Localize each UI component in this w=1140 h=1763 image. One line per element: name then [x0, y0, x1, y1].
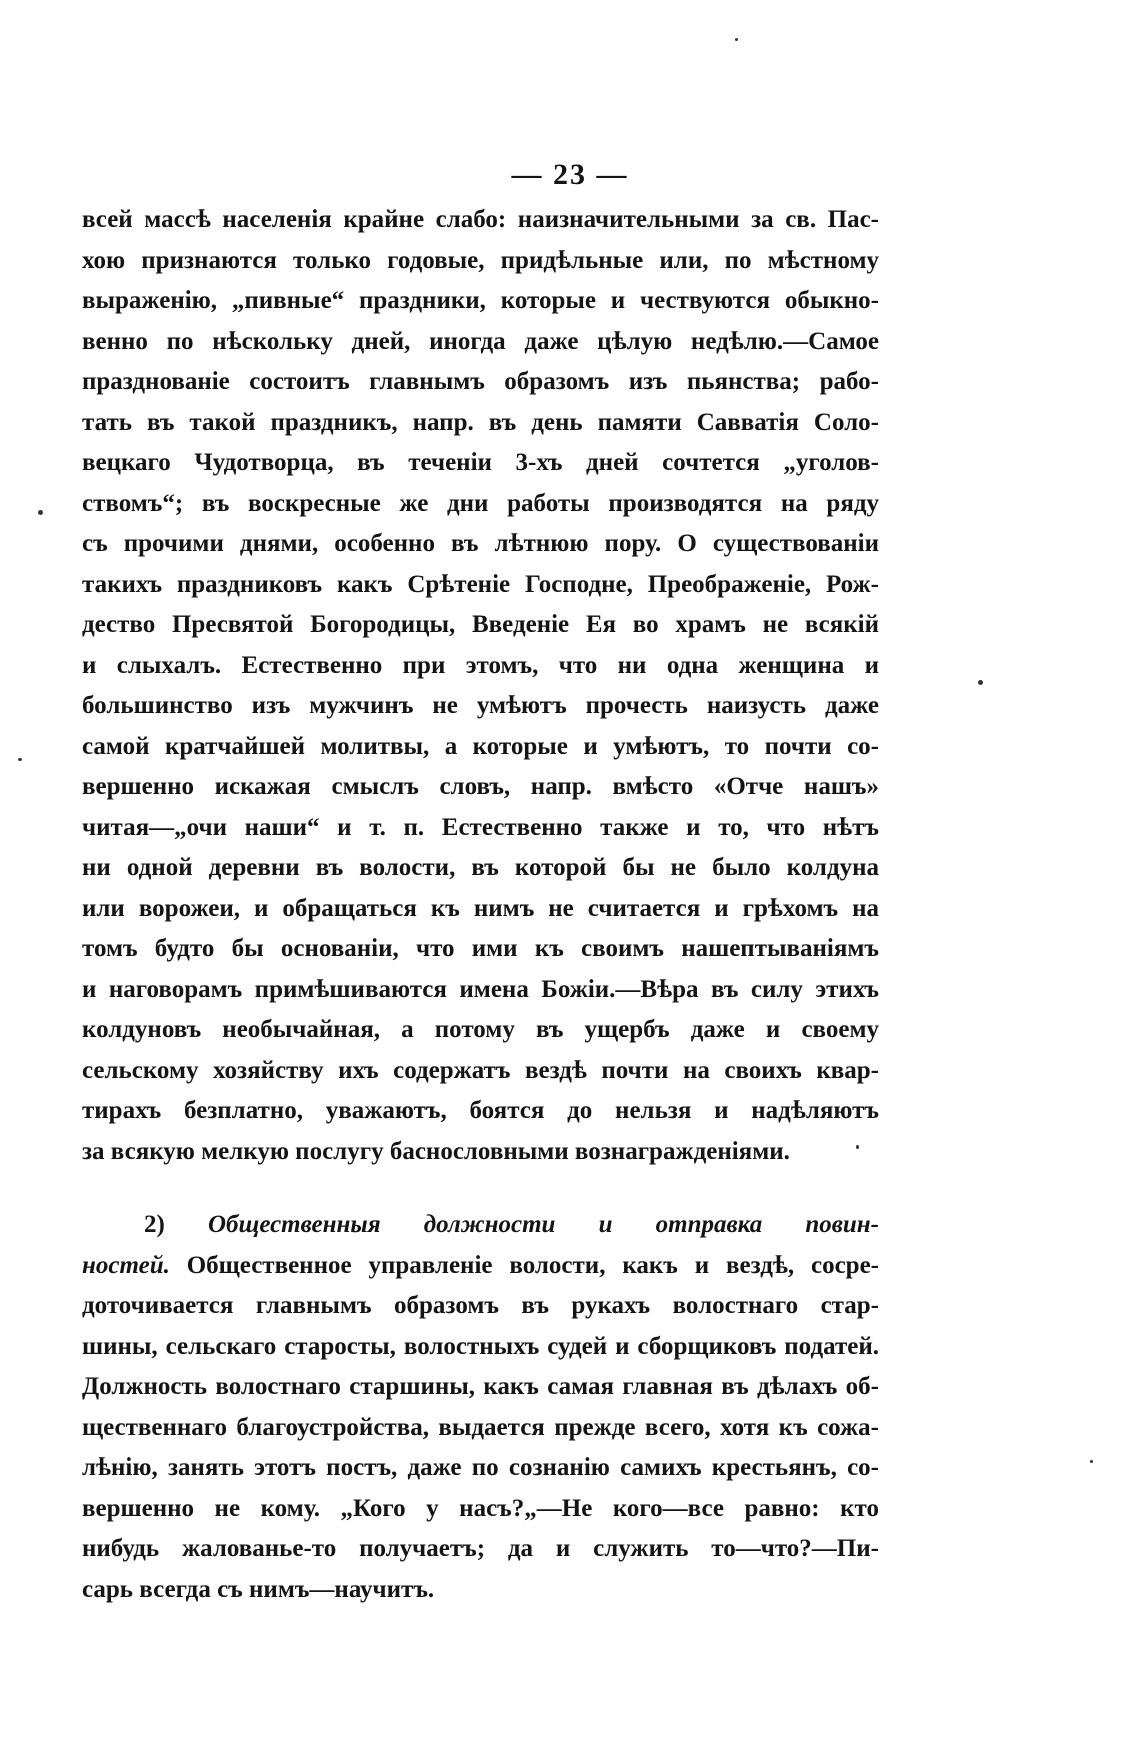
scan-speck [735, 38, 738, 41]
text-line: вершенно искажая смыслъ словъ, напр. вмѣсто «Отче нашъ» [82, 773, 879, 800]
scan-speck [978, 680, 983, 685]
text-line: ствомъ“; въ воскресные же дни работы производятся на ряду [82, 489, 879, 517]
text-line: Должность волостнаго старшины, какъ самая главная въ дѣлахъ об- [82, 1373, 879, 1400]
text-line: и слыхалъ. Естественно при этомъ, что ни одна женщина и [82, 651, 879, 679]
scan-speck [1090, 1460, 1093, 1463]
section-number: 2) [144, 1211, 165, 1238]
section-2 [82, 1205, 879, 1610]
text-line: хою признаются только годовые, придѣльные или, по мѣстному [82, 246, 879, 274]
page-number: — 23 — [511, 158, 629, 191]
text-line: и наговорамъ примѣшиваются имена Божіи.—Вѣра въ силу этихъ [82, 975, 879, 1003]
section-title-part-1: Общественныя должности и отправка повин- [207, 1211, 879, 1238]
text-line: томъ будто бы основаніи, что ими къ своимъ нашептываніямъ [82, 935, 879, 962]
text-line: всей массѣ населенія крайне слабо: наизначительными за св. Пас- [82, 206, 879, 233]
text-line: нибудь жалованье-то получаетъ; да и служить то—что?—Пи- [82, 1535, 879, 1562]
section-first-line-text: Общественное управленіе волости, какъ и вездѣ, сосре- [186, 1251, 879, 1279]
scan-speck [38, 510, 43, 515]
text-line: тирахъ безплатно, уважаютъ, боятся до нельзя и надѣляютъ [82, 1097, 879, 1124]
text-line: празднованіе состоитъ главнымъ образомъ изъ пьянства; рабо- [82, 368, 879, 395]
text-line: большинство изъ мужчинъ не умѣютъ прочесть наизусть даже [82, 692, 879, 719]
text-line: или ворожеи, и обращаться къ нимъ не считается и грѣхомъ на [82, 894, 879, 922]
text-line: такихъ праздниковъ какъ Срѣтеніе Господне, Преображеніе, Рож- [82, 570, 879, 598]
text-line: колдуновъ необычайная, а потому въ ущербъ даже и своему [82, 1016, 879, 1043]
paragraph-1 [82, 200, 879, 1172]
section-title-part-2: ностей. [82, 1251, 170, 1279]
scan-speck [856, 1145, 859, 1149]
text-line: тать въ такой праздникъ, напр. въ день памяти Савватія Соло- [82, 408, 879, 436]
text-line: доточивается главнымъ образомъ въ рукахъ волостнаго стар- [82, 1292, 879, 1319]
text-line: дество Пресвятой Богородицы, Введеніе Ея во храмъ не всякій [82, 611, 879, 638]
text-line: съ прочими днями, особенно въ лѣтнюю пору. О существованіи [82, 530, 879, 557]
text-line: лѣнію, занять этотъ постъ, даже по сознанію самихъ крестьянъ, со- [82, 1454, 879, 1481]
text-line: выраженію, „пивные“ праздники, которые и чествуются обыкно- [82, 287, 879, 314]
section-heading-line [82, 1205, 879, 1246]
text-line: вершенно не кому. „Кого у насъ?„—Не кого—все равно: кто [82, 1494, 879, 1522]
text-line: ни одной деревни въ волости, въ которой бы не было колдуна [82, 854, 879, 881]
text-line: за всякую мелкую послугу баснословными вознагражденіями. [82, 1137, 790, 1165]
text-line: читая—„очи наши“ и т. п. Естественно также и то, что нѣтъ [82, 813, 879, 841]
text-line: венно по нѣскольку дней, иногда даже цѣлую недѣлю.—Самое [82, 327, 879, 355]
text-line: самой кратчайшей молитвы, а которые и умѣютъ, то почти со- [82, 732, 879, 760]
scan-speck [18, 758, 22, 761]
text-line: щественнаго благоустройства, выдается прежде всего, хотя къ сожа- [82, 1413, 879, 1441]
text-line: шины, сельскаго старосты, волостныхъ судей и сборщиковъ податей. [82, 1332, 879, 1360]
text-line: сарь всегда съ нимъ—научитъ. [82, 1575, 435, 1603]
text-line: сельскому хозяйству ихъ содержатъ вездѣ почти на своихъ квар- [82, 1056, 879, 1084]
text-line: вецкаго Чудотворца, въ теченіи 3-хъ дней сочтется „уголов- [82, 449, 879, 476]
section-heading-line-2 [82, 1246, 879, 1287]
